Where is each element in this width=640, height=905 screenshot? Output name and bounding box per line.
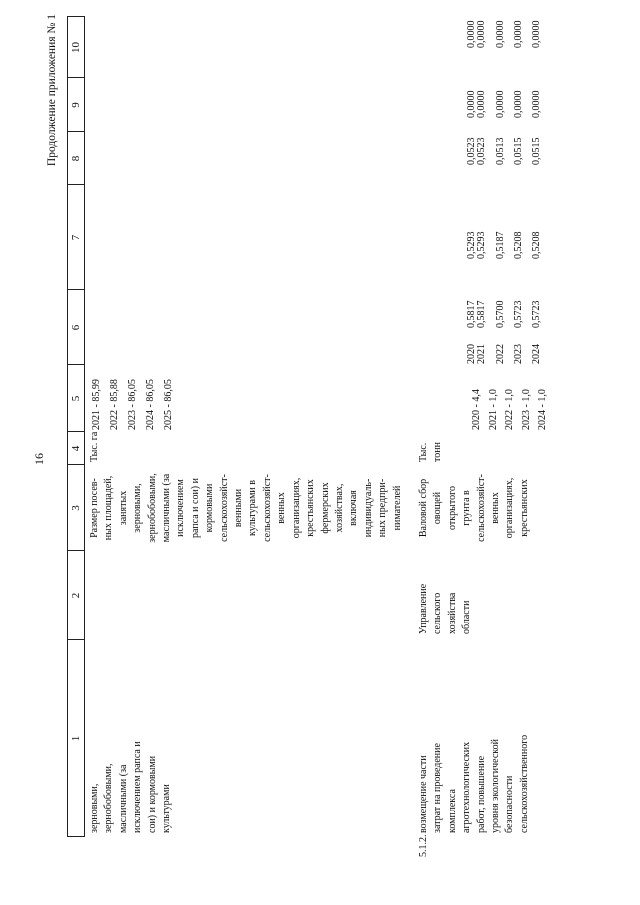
column-header-8: 8 xyxy=(70,155,82,162)
continued-row-col5-text: 2021 - 85,99 2022 - 85,88 2023 - 86,05 2024 - 86,05 2025 - 86,05 xyxy=(91,379,174,430)
row-5-1-2-col8-value: 0,0515 xyxy=(513,137,524,165)
row-5-1-2-col8-value: 0,0515 xyxy=(531,137,542,165)
table-header-bottom-border xyxy=(84,17,85,837)
row-5-1-2-col8-value: 0,0523 0,0523 xyxy=(466,137,487,165)
row-5-1-2-col6-year: 2024 xyxy=(531,344,542,364)
row-5-1-2-col7-value: 0,5208 xyxy=(531,231,542,259)
row-5-1-2-col6-value: 0,5817 0,5817 xyxy=(466,300,487,328)
row-number-5-1-2: 5.1.2. xyxy=(418,834,429,857)
row-5-1-2-col9-value: 0,0000 xyxy=(531,90,542,118)
row-5-1-2-col10-value: 0,0000 xyxy=(531,20,542,48)
row-5-1-2-col5-text: 2020 - 4,4 2021 - 1,0 2022 - 1,0 2023 - 1,0 2024 - 1,0 xyxy=(471,389,548,430)
column-header-1: 1 xyxy=(70,735,82,742)
row-5-1-2-col7-value: 0,5187 xyxy=(495,231,506,259)
row-5-1-2-col9-value: 0,0000 xyxy=(495,90,506,118)
row-5-1-2-col3-text: Валовой сбор овощей открытого грунта в сельскохозяйст- венных организациях, крестьянских xyxy=(418,474,530,542)
row-5-1-2-col10-value: 0,0000 0,0000 xyxy=(466,20,487,48)
row-5-1-2-col10-value: 0,0000 xyxy=(495,20,506,48)
continuation-caption: Продолжение приложения № 1 xyxy=(46,14,58,167)
row-5-1-2-col9-value: 0,0000 0,0000 xyxy=(466,90,487,118)
row-5-1-2-col4-text: Тыс. тонн xyxy=(418,442,444,462)
row-5-1-2-col6-year: 2023 xyxy=(513,344,524,364)
row-5-1-2-col1-text: возмещение части затрат на проведение комплекса агротехнологических работ, повышение уровня экологической безопасности сельскохозяйственного xyxy=(418,734,530,833)
column-header-2: 2 xyxy=(70,592,82,599)
row-5-1-2-col9-value: 0,0000 xyxy=(513,90,524,118)
row-5-1-2-col10-value: 0,0000 xyxy=(513,20,524,48)
column-header-9: 9 xyxy=(70,102,82,108)
column-header-6: 6 xyxy=(70,324,82,331)
column-header-7: 7 xyxy=(70,234,82,241)
row-5-1-2-col6-value: 0,5700 xyxy=(495,300,506,328)
column-header-4: 4 xyxy=(70,445,82,452)
row-5-1-2-col6-value: 0,5723 xyxy=(513,300,524,328)
row-5-1-2-col8-value: 0,0513 xyxy=(495,137,506,165)
row-5-1-2-col6-year: 2020 2021 xyxy=(466,344,487,364)
column-header-10: 10 xyxy=(70,42,82,53)
row-5-1-2-col6-year: 2022 xyxy=(495,344,506,364)
continued-row-col1-text: зерновыми, зернобобовыми, масличными (за исключением рапса и сои) и кормовыми культурами xyxy=(89,741,173,833)
page-number: 16 xyxy=(32,453,46,465)
table-top-border xyxy=(67,17,68,837)
column-header-5: 5 xyxy=(70,395,82,402)
continued-row-col3-text: Размер посев- ных площадей, занятых зерновыми, зернобобовыми, масличными (за исключением рапса и сои) и кормовыми сельскохозяйст- венными культурами в сельскохозяйст- венных организациях, крестьянских фермерских хозяйствах, включая индивидуаль- ных предпри- нимателей xyxy=(89,473,403,543)
row-5-1-2-col6-value: 0,5723 xyxy=(531,300,542,328)
row-5-1-2-col2-text: Управление сельского хозяйства области xyxy=(418,583,473,634)
row-5-1-2-col7-value: 0,5208 xyxy=(513,231,524,259)
column-header-3: 3 xyxy=(70,505,82,511)
continued-row-col4-text: Тыс. га xyxy=(89,431,100,462)
row-5-1-2-col7-value: 0,5293 0,5293 xyxy=(466,231,487,259)
